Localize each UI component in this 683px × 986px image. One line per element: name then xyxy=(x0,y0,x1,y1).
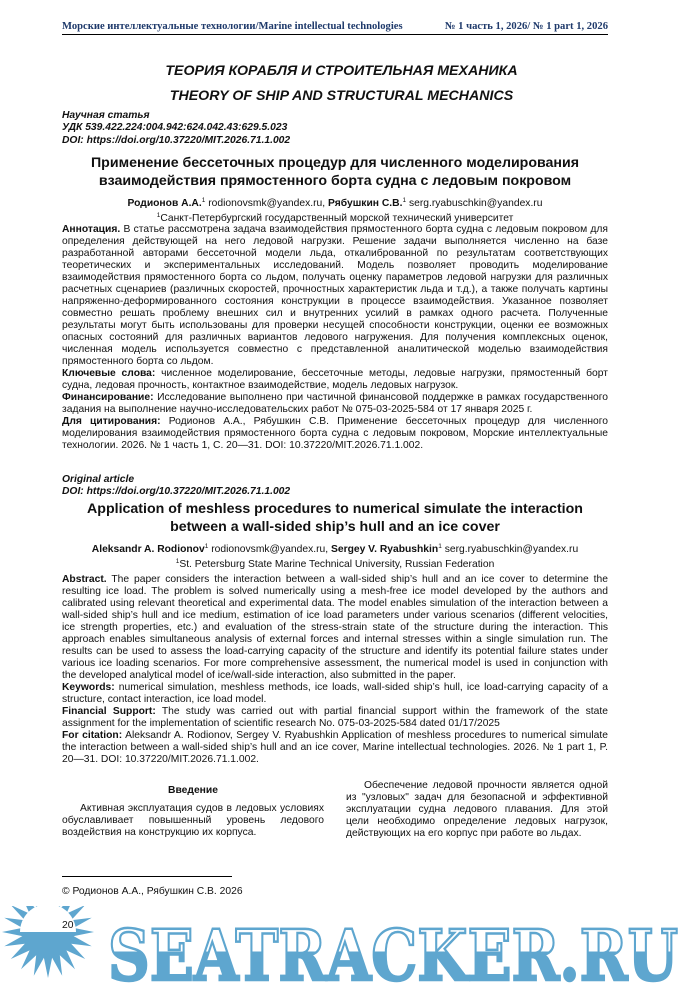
affil-sup: 1 xyxy=(438,543,442,550)
text: В статье рассмотрена задача взаимодействия прямостенного борта судна с ледовым покровом для определения действующей на него ледовой нагрузки. Решение задачи выполняется численно на базе разработанной авторами бессеточной модели льда, откалиброванной по результатам соответствующих теоретических и экспериментальных исследований. Модель позволяет проводить моделирование взаимодействия прямостенного борта со льдом, получать оценку параметров ледовой нагрузки для различных расчетных сценариев (различных скоростей, прочностных характеристик льда и т.д.), а также получать картины напряженно-деформированного состояния конструкции в процессе взаимодействия. Указанное позволяет совместно решать проблему внешних сил и внутренних усилий в рамках одного расчета. Полученные результаты могут быть использованы для проверки несущей способности конструкции, оценки ее возможных опасных состояний для различных вариантов ледового нагружения. Для получения комплексных оценок, численная модель используется совместно с представленной аналитической моделью взаимодействия прямостенного борта со льдом. xyxy=(62,224,608,367)
journal-name: Морские интеллектуальные технологии/Marine intellectual technologies xyxy=(62,21,403,32)
label: Keywords: xyxy=(62,682,115,693)
ru-keywords xyxy=(62,368,608,392)
label: Для цитирования: xyxy=(62,416,161,427)
text: численное моделирование, бессеточные методы, ледовые нагрузки, прямостенный борт судна, ледовая прочность, контактное взаимодействие, модель ледовых нагрузок. xyxy=(62,368,608,391)
label: For citation: xyxy=(62,730,123,741)
watermark-text: SEATRACKER.RU xyxy=(108,914,678,986)
ru-title xyxy=(62,155,608,190)
author-name: Sergey V. Ryabushkin xyxy=(330,544,439,555)
label: Аннотация. xyxy=(62,224,121,235)
en-abstract-block xyxy=(62,574,608,766)
section-title-en: THEORY OF SHIP AND STRUCTURAL MECHANICS xyxy=(169,88,514,104)
en-title-line2: between a wall-sided ship’s hull and an ice cover xyxy=(170,518,500,535)
issue-info: № 1 часть 1, 2026/ № 1 part 1, 2026 xyxy=(444,21,608,32)
ru-article-meta xyxy=(62,110,290,147)
intro-right-column xyxy=(346,780,608,840)
ru-funding xyxy=(62,392,608,416)
en-authors xyxy=(62,541,608,572)
ru-title-line1: Применение бессеточных процедур для численного моделирования xyxy=(90,155,580,171)
author-name: Рябушкин С.В. xyxy=(328,198,403,209)
author-email[interactable]: serg.ryabuschkin@yandex.ru xyxy=(444,544,579,555)
footnote-divider xyxy=(62,876,232,877)
text: The paper considers the interaction between a wall-sided ship’s hull and an ice cover to determine the resulting ice load. The problem is solved numerically using a mesh-free ice model developed by the authors and calibrated using relevant theoretical and experimental data. The model enables simulation of the interaction between a wall-sided ship’s hull and ice medium, estimation of ice load parameters under various scenarios (different velocities, ice strength properties, etc.) and evaluation of the stress-strain state of the structure during the interaction. This approach enables simultaneous analysis of external forces and internal stresses within a single simulation run. The results can be used to assess the load-carrying capacity of the structure and identify its potential failure states under various ice loading scenarios. For more comprehensive assessment, the numerical model is used in conjunction with the developed analytical model of ice/wall-side interaction, also submitted in the paper. xyxy=(62,574,608,681)
affiliation: St. Petersburg State Marine Technical University, Russian Federation xyxy=(179,559,495,571)
author-email[interactable]: serg.ryabuschkin@yandex.ru xyxy=(408,198,543,209)
text: Родионов А.А., Рябушкин С.В. Применение бессеточных процедур для численного моделирования взаимодействия прямостенного борта судна с ледовым покровом, Морские интеллектуальные технологии. 2026. № 1 часть 1, С. 20—31. DOI: 10.37220/MIT.2026.71.1.002. xyxy=(62,416,608,451)
copyright: © Родионов А.А., Рябушкин С.В. 2026 xyxy=(62,886,243,897)
text: numerical simulation, meshless methods, ice loads, wall-sided ship’s hull, ice load-carrying capacity of a structure, contact interaction, ice load model. xyxy=(62,682,608,705)
author-name: Aleksandr A. Rodionov xyxy=(91,544,205,555)
doi-link[interactable]: DOI: https://doi.org/10.37220/MIT.2026.71.1.002 xyxy=(62,134,291,146)
author-name: Родионов А.А. xyxy=(127,198,202,209)
en-title xyxy=(62,501,608,536)
doi-link[interactable]: DOI: https://doi.org/10.37220/MIT.2026.71.1.002 xyxy=(62,486,291,498)
affil-sup: 1 xyxy=(204,543,209,550)
text: Исследование выполнено при частичной финансовой поддержке в рамках государственного задания на выполнение научно-исследовательских работ № 075-03-2025-584 от 17 января 2025 г. xyxy=(62,392,608,415)
intro-left-column xyxy=(62,785,324,839)
ru-citation xyxy=(62,416,608,452)
page-number: 20 xyxy=(62,920,74,931)
en-citation xyxy=(62,730,608,766)
label: Ключевые слова: xyxy=(62,368,156,379)
label: Финансирование: xyxy=(62,392,154,403)
seatracker-watermark xyxy=(0,906,683,986)
label: Financial Support: xyxy=(62,706,156,717)
article-type: Original article xyxy=(62,474,135,485)
ru-abstract xyxy=(62,224,608,368)
article-type: Научная статья xyxy=(62,110,150,121)
en-keywords xyxy=(62,682,608,706)
affil-sup: 1 xyxy=(201,197,206,204)
ru-title-line2: взаимодействия прямостенного борта судна с ледовым покровом xyxy=(98,172,572,189)
intro-heading: Введение xyxy=(168,785,218,796)
label: Abstract. xyxy=(62,574,107,585)
en-abstract xyxy=(62,574,608,682)
text: The study was carried out with partial financial support within the framework of the state assignment for the implementation of scientific research No. 075-03-2025-584 dated 01/17/2025 xyxy=(62,706,608,729)
running-header xyxy=(62,21,608,35)
ru-authors xyxy=(62,195,608,226)
affil-sup: 1 xyxy=(402,197,407,204)
affil-sup: 1 xyxy=(175,558,180,566)
ru-abstract-block xyxy=(62,224,608,452)
en-title-line1: Application of meshless procedures to numerical simulate the interaction xyxy=(87,501,583,517)
intro-para: Активная эксплуатация судов в ледовых условиях обуславливает повышенный уровень ледового воздействия на конструкцию их корпуса. xyxy=(62,803,324,838)
en-funding xyxy=(62,706,608,730)
en-article-meta xyxy=(62,474,290,499)
section-title-ru: ТЕОРИЯ КОРАБЛЯ И СТРОИТЕЛЬНАЯ МЕХАНИКА xyxy=(165,63,518,79)
sunburst-icon xyxy=(2,906,94,978)
affiliation: Санкт-Петербургский государственный морской технический университет xyxy=(160,213,514,225)
text: Aleksandr A. Rodionov, Sergey V. Ryabushkin Application of meshless procedures to numerical simulate the interaction between a wall-sided ship’s hull and an ice cover, Marine intellectual technologies. 2026. № 1 part 1, P. 20—31. DOI: 10.37220/MIT.2026.71.1.002. xyxy=(62,730,608,765)
udk: УДК 539.422.224:004.942:624.042.43:629.5.023 xyxy=(62,122,288,134)
author-email[interactable]: rodionovsmk@yandex.ru, xyxy=(211,544,329,555)
affil-sup: 1 xyxy=(156,212,161,220)
intro-para: Обеспечение ледовой прочности является одной из "узловых" задач для безопасной и эффективной эксплуатации судна ледового плавания. Для этой цели необходимо определение ледовых нагрузок, действующих на его корпус при работе во льдах. xyxy=(346,780,608,839)
author-email[interactable]: rodionovsmk@yandex.ru, xyxy=(208,198,326,209)
